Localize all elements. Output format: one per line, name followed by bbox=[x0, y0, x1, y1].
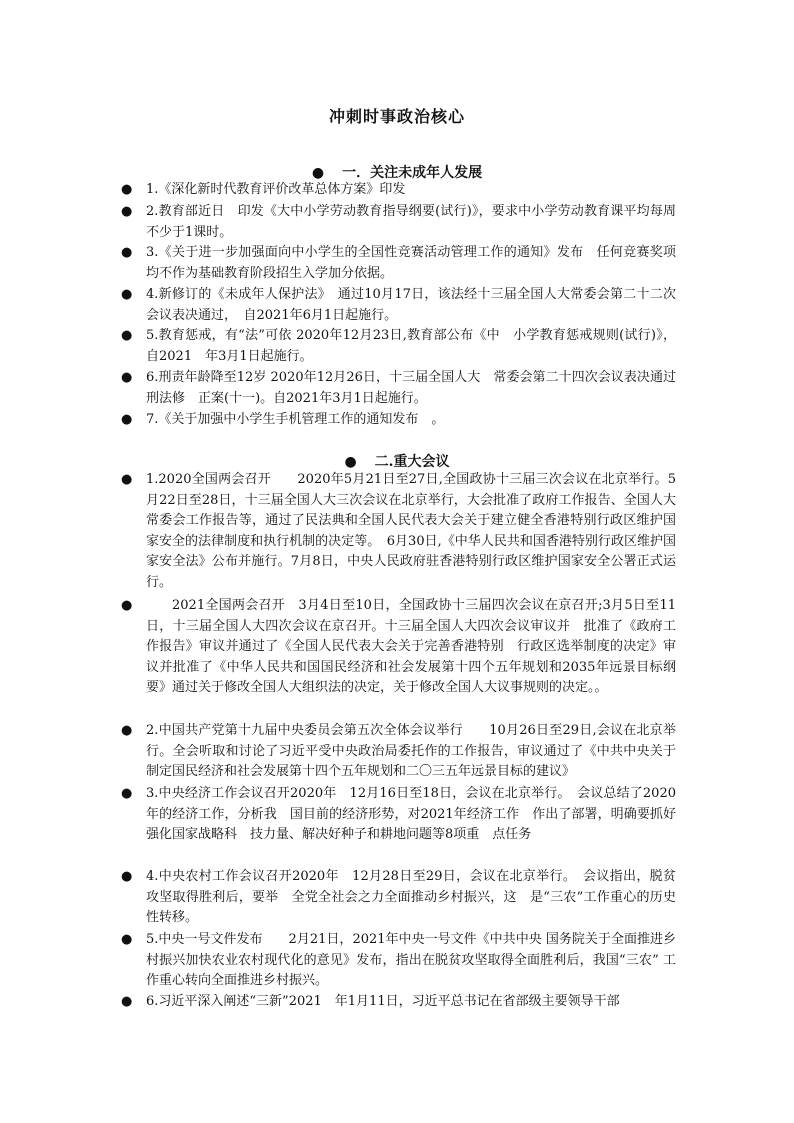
list-item bbox=[121, 992, 676, 1013]
list-item-text: 3.中央经济工作会议召开2020年 12月16日至18日，会议在北京举行。 会议总结了2020年的经济工作，分析我 国目前的经济形势，对2021年经济工作 作出了部署，明确要抓好强化国家战略科 技力量、解决好种子和耕地问题等8项重 点任务 bbox=[146, 786, 676, 842]
page-title: 冲刺时事政治核心 bbox=[328, 107, 465, 126]
list-item-text: 5.中央一号文件发布 2月21日，2021年中央一号文件《中共中央 国务院关于全面推进乡村振兴加快农业农村现代化的意见》发布，指出在脱贫攻坚取得全面胜利后，我国“三农” 工作重心转向全面推进乡村振兴。 bbox=[146, 932, 676, 988]
list-item bbox=[121, 470, 676, 593]
list-item bbox=[121, 410, 676, 431]
list-item bbox=[121, 596, 676, 699]
list-item-text: 3.《关于进一步加强面向中小学生的全国性竞赛活动管理工作的通知》发布 任何竞赛奖项均不作为基础教育阶段招生入学加分依据。 bbox=[146, 245, 676, 281]
section-heading-meetings bbox=[0, 451, 794, 471]
list-item-text: 5.教育惩戒，有“法”可依 2020年12月23日,教育部公布《中 小学教育惩戒规则(试行)》，自2021 年3月1日起施行。 bbox=[146, 328, 676, 364]
bullet-icon: ● bbox=[344, 454, 357, 470]
bullet-icon: ● bbox=[121, 932, 133, 947]
bullet-icon: ● bbox=[121, 204, 133, 219]
bullet-icon: ● bbox=[121, 869, 133, 884]
bullet-icon: ● bbox=[311, 165, 325, 181]
bullet-icon: ● bbox=[121, 412, 133, 427]
bullet-icon: ● bbox=[121, 598, 133, 613]
list-item-text: 6.刑责年龄降至12岁 2020年12月26日，十三届全国人大 常委会第二十四次会议表决通过刑法修 正案(十一)。自2021年3月1日起施行。 bbox=[146, 370, 676, 406]
bullet-icon: ● bbox=[121, 328, 133, 343]
list-item-text: 2.中国共产党第十九届中央委员会第五次全体会议举行 10月26日至29日,会议在北京举行。全会听取和讨论了习近平受中央政治局委托作的工作报告，审议通过了《中共中央关于制定国民经济和社会发展第十四个五年规划和二〇三五年远景目标的建议》 bbox=[146, 723, 676, 779]
list-item bbox=[121, 202, 676, 243]
list-item bbox=[121, 368, 676, 409]
list-item-text: 4.新修订的《未成年人保护法》 通过10月17日，该法经十三届全国人大常委会第二十二次会议表决通过， 自2021年6月1日起施行。 bbox=[146, 287, 676, 323]
bullet-icon: ● bbox=[121, 370, 133, 385]
list-item-text: 4.中央农村工作会议召开2020年 12月28日至29日，会议在北京举行。 会议指出，脱贫攻坚取得胜利后，要举 全党全社会之力全面推动乡村振兴，这 是“三农”工作重心的历史性转移。 bbox=[146, 869, 676, 925]
bullet-icon: ● bbox=[121, 994, 133, 1009]
bullet-icon: ● bbox=[121, 472, 133, 487]
bullet-icon: ● bbox=[121, 287, 133, 302]
list-item-text: 2.教育部近日 印发《大中小学劳动教育指导纲要(试行)》，要求中小学劳动教育课平均每周不少于1课时。 bbox=[146, 204, 676, 240]
bullet-icon: ● bbox=[121, 182, 133, 197]
list-item-text: 6.习近平深入阐述“三新”2021 年1月11日，习近平总书记在省部级主要领导干部 bbox=[146, 994, 620, 1009]
section-heading-text: 一．关注未成年人发展 bbox=[342, 165, 483, 181]
list-item-text: 7.《关于加强中小学生手机管理工作的通知发布 。 bbox=[146, 412, 445, 427]
bullet-icon: ● bbox=[121, 786, 133, 801]
bullet-icon: ● bbox=[121, 723, 133, 738]
section-heading-text: 二.重大会议 bbox=[374, 454, 450, 470]
list-item-text: 2021全国两会召开 3月4日至10日，全国政协十三届四次会议在京召开;3月5日至11日，十三届全国人大四次会议在京召开。十三届全国人大四次会议审议并 批准了《政府工作报告》审议并通过了《全国人民代表大会关于完善香港特别 行政区选举制度的决定》审议并批准了《中华人民共和国国民经济和社会发展第十四个五年规划和2035年远景目标纲要》通过关于修改全国人大组织法的决定，关于修改全国人大议事规则的决定。。 bbox=[146, 598, 676, 695]
list-item-text: 1.《深化新时代教育评价改革总体方案》印发 bbox=[146, 182, 406, 197]
list-item bbox=[121, 784, 676, 846]
list-item bbox=[121, 721, 676, 783]
list-item-text: 1.2020全国两会召开 2020年5月21日至27日,全国政协十三届三次会议在北京举行。5月22日至28日，十三届全国人大三次会议在北京举行，大会批准了政府工作报告、全国人大常委会工作报告等，通过了民法典和全国人民代表大会关于建立健全香港特别行政区维护国家安全的法律制度和执行机制的决定等。 6月30日,《中华人民共和国香港特别行政区维护国家安全法》公布并施行。7月8日，中央人民政府驻香港特别行政区维护国家安全公署正式运行。 bbox=[146, 472, 676, 590]
section-heading-minors bbox=[0, 162, 794, 182]
list-item bbox=[121, 285, 676, 326]
list-item bbox=[121, 180, 676, 201]
bullet-icon: ● bbox=[121, 245, 133, 260]
list-item bbox=[121, 867, 676, 929]
list-item bbox=[121, 930, 676, 992]
list-item bbox=[121, 243, 676, 284]
list-item bbox=[121, 326, 676, 367]
